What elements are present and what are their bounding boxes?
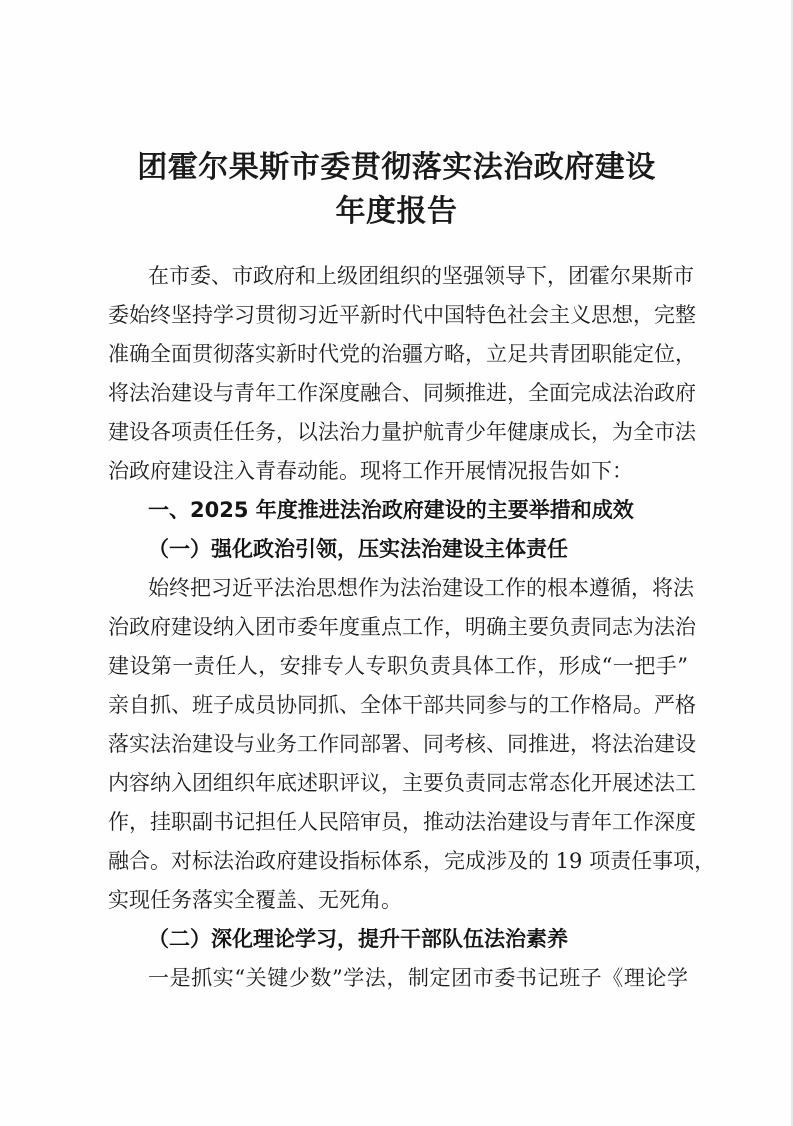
subsection-1-heading: （一）强化政治引领，压实法治建设主体责任: [148, 537, 568, 561]
document-title-line-1: 团霍尔果斯市委贯彻落实法治政府建设: [137, 150, 656, 185]
subsection-1-line-1: 始终把习近平法治思想作为法治建设工作的根本遵循，将法: [148, 576, 694, 600]
intro-line-2: 委始终坚持学习贯彻习近平新时代中国特色社会主义思想，完整: [108, 303, 696, 327]
subsection-1-line-7: 作，挂职副书记担任人民陪审员，推动法治建设与青年工作深度: [108, 810, 696, 834]
subsection-1-line-4: 亲自抓、班子成员协同抓、全体干部共同参与的工作格局。严格: [108, 693, 696, 717]
section-1-heading: 一、2025 年度推进法治政府建设的主要举措和成效: [148, 498, 634, 522]
subsection-1-line-3: 建设第一责任人，安排专人专职负责具体工作，形成“一把手”: [108, 654, 688, 678]
intro-line-3: 准确全面贯彻落实新时代党的治疆方略，立足共青团职能定位，: [108, 342, 696, 366]
document-title-line-2: 年度报告: [335, 194, 458, 229]
intro-line-5: 建设各项责任任务，以法治力量护航青少年健康成长，为全市法: [108, 420, 696, 444]
subsection-2-line-1: 一是抓实“关键少数”学法，制定团市委书记班子《理论学: [148, 966, 688, 990]
subsection-2-heading: （二）深化理论学习，提升干部队伍法治素养: [148, 927, 568, 951]
subsection-1-line-2: 治政府建设纳入团市委年度重点工作，明确主要负责同志为法治: [108, 615, 696, 639]
intro-line-1: 在市委、市政府和上级团组织的坚强领导下，团霍尔果斯市: [148, 264, 694, 288]
subsection-1-line-6: 内容纳入团组织年底述职评议，主要负责同志常态化开展述法工: [108, 771, 696, 795]
intro-line-6: 治政府建设注入青春动能。现将工作开展情况报告如下：: [108, 459, 633, 483]
subsection-1-line-8: 融合。对标法治政府建设指标体系，完成涉及的 19 项责任事项，: [108, 849, 716, 873]
intro-line-4: 将法治建设与青年工作深度融合、同频推进，全面完成法治政府: [108, 381, 696, 405]
subsection-1-line-9: 实现任务落实全覆盖、无死角。: [108, 888, 402, 912]
subsection-1-line-5: 落实法治建设与业务工作同部署、同考核、同推进，将法治建设: [108, 732, 696, 756]
